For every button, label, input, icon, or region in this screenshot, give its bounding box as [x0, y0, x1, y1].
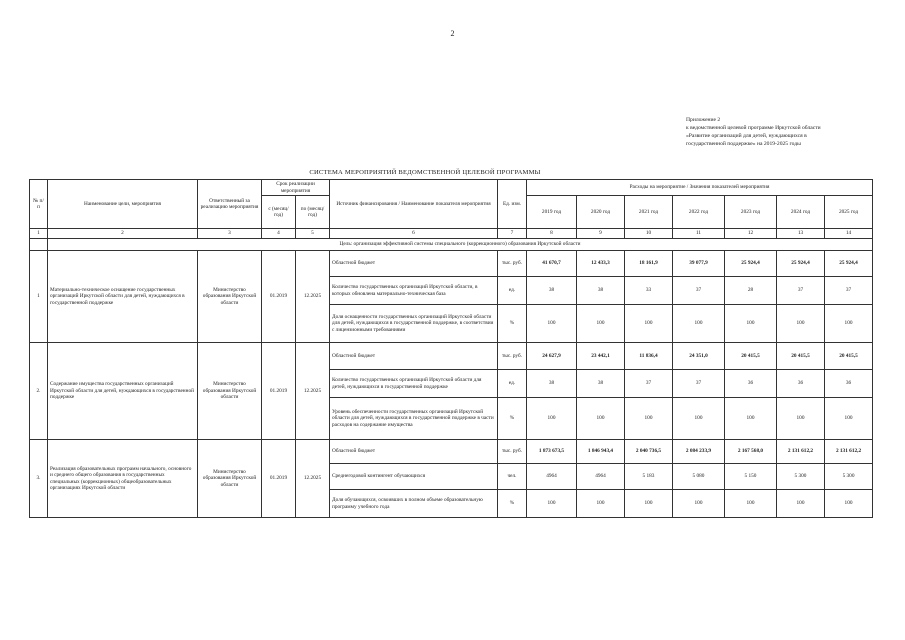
appendix-line: «Развитие организаций для детей, нуждающихся в — [686, 133, 807, 139]
value-cell: 25 924,4 — [725, 251, 777, 277]
indicator-source: Областной бюджет — [330, 251, 498, 277]
header-year: 2022 год — [673, 196, 725, 229]
value-cell: 100 — [577, 398, 625, 440]
value-cell: 25 924,4 — [825, 251, 873, 277]
header-source: Источник финансирования / Наименование показателя мероприятия — [330, 180, 498, 229]
table-row — [30, 251, 873, 277]
value-cell: 24 627,9 — [527, 343, 577, 370]
header-year: 2024 год — [777, 196, 825, 229]
value-cell: 36 — [825, 370, 873, 398]
header-year: 2020 год — [577, 196, 625, 229]
value-cell: 100 — [527, 305, 577, 343]
value-cell: 5 080 — [673, 464, 725, 490]
value-cell: 41 670,7 — [527, 251, 577, 277]
value-cell: 100 — [673, 305, 725, 343]
activity-from: 01.2019 — [262, 343, 296, 440]
value-cell: 5 183 — [625, 464, 673, 490]
value-cell: 25 924,4 — [777, 251, 825, 277]
column-number: 4 — [262, 229, 296, 239]
value-cell: 4964 — [527, 464, 577, 490]
indicator-unit: тыс. руб. — [498, 343, 527, 370]
header-period-from: с (месяц/год) — [262, 196, 296, 229]
indicator-source: Количество государственных организаций Иркутской области, в которых обновлена материально-техническая база — [330, 277, 498, 305]
value-cell: 100 — [725, 490, 777, 518]
indicator-unit: % — [498, 490, 527, 518]
indicator-unit: тыс. руб. — [498, 251, 527, 277]
column-number: 12 — [725, 229, 777, 239]
appendix-note — [686, 116, 898, 148]
appendix-line: государственной поддержке» на 2019-2025 годы — [686, 141, 801, 147]
value-cell: 33 — [625, 277, 673, 305]
value-cell: 100 — [725, 398, 777, 440]
indicator-unit: % — [498, 305, 527, 343]
value-cell: 2 167 568,0 — [725, 440, 777, 464]
activity-to: 12.2025 — [296, 343, 330, 440]
value-cell: 38 — [527, 370, 577, 398]
value-cell: 100 — [527, 490, 577, 518]
column-number: 13 — [777, 229, 825, 239]
value-cell: 37 — [673, 277, 725, 305]
activity-name: Материально-техническое оснащение государственных организаций Иркутской области для детей, нуждающихся в государственной поддержке — [48, 251, 198, 343]
column-number: 10 — [625, 229, 673, 239]
header-period-to: по (месяц/год) — [296, 196, 330, 229]
header-name: Наименование цели, мероприятия — [48, 180, 198, 229]
value-cell: 18 161,9 — [625, 251, 673, 277]
value-cell: 1 846 943,4 — [577, 440, 625, 464]
header-num: № п/п — [30, 180, 48, 229]
header-year: 2023 год — [725, 196, 777, 229]
value-cell: 100 — [777, 490, 825, 518]
table-row — [30, 440, 873, 464]
value-cell: 5 300 — [825, 464, 873, 490]
value-cell: 12 433,3 — [577, 251, 625, 277]
goal-spacer — [30, 239, 48, 251]
header-year: 2019 год — [527, 196, 577, 229]
value-cell: 11 836,4 — [625, 343, 673, 370]
activity-name: Реализация образовательных программ начального, основного и среднего общего образования в государственных специальных (коррекционных) общеобразовательных организациях Иркутской области — [48, 440, 198, 518]
value-cell: 100 — [625, 305, 673, 343]
indicator-source: Уровень обеспеченности государственных организаций Иркутской области для детей, нуждающихся в государственной поддержке в части расходов на содержание имущества — [330, 398, 498, 440]
value-cell: 36 — [725, 370, 777, 398]
indicator-unit: тыс. руб. — [498, 440, 527, 464]
goal-row: Цель: организация эффективной системы специального (коррекционного) образования Иркутской области — [48, 239, 873, 251]
value-cell: 24 351,0 — [673, 343, 725, 370]
activity-responsible: Министерство образования Иркутской области — [198, 440, 262, 518]
value-cell: 23 442,1 — [577, 343, 625, 370]
indicator-source: Доля обучающихся, освоивших в полном объеме образовательную программу учебного года — [330, 490, 498, 518]
value-cell: 100 — [625, 490, 673, 518]
activity-to: 12.2025 — [296, 251, 330, 343]
value-cell: 2 040 736,5 — [625, 440, 673, 464]
value-cell: 38 — [577, 370, 625, 398]
activity-to: 12.2025 — [296, 440, 330, 518]
activity-num: 3. — [30, 440, 48, 518]
value-cell: 2 084 233,9 — [673, 440, 725, 464]
value-cell: 100 — [825, 305, 873, 343]
value-cell: 28 — [725, 277, 777, 305]
appendix-line: Приложение 2 — [686, 117, 721, 123]
value-cell: 20 415,5 — [725, 343, 777, 370]
value-cell: 36 — [777, 370, 825, 398]
indicator-unit: ед. — [498, 277, 527, 305]
indicator-unit: ед. — [498, 370, 527, 398]
document-title: СИСТЕМА МЕРОПРИЯТИЙ ВЕДОМСТВЕННОЙ ЦЕЛЕВОЙ ПРОГРАММЫ — [309, 169, 541, 176]
indicator-unit: чел. — [498, 464, 527, 490]
indicator-source: Среднегодовой контингент обучающихся — [330, 464, 498, 490]
activity-responsible: Министерство образования Иркутской области — [198, 343, 262, 440]
value-cell: 100 — [625, 398, 673, 440]
column-number: 6 — [330, 229, 498, 239]
activity-from: 01.2019 — [262, 251, 296, 343]
indicator-unit: % — [498, 398, 527, 440]
column-number: 7 — [498, 229, 527, 239]
value-cell: 39 077,9 — [673, 251, 725, 277]
value-cell: 37 — [625, 370, 673, 398]
value-cell: 100 — [577, 490, 625, 518]
activity-responsible: Министерство образования Иркутской области — [198, 251, 262, 343]
value-cell: 38 — [577, 277, 625, 305]
indicator-source: Доля оснащенности государственных организаций Иркутской области для детей, нуждающихся в государственной поддержке, в соответствии с лицензионными требованиями — [330, 305, 498, 343]
appendix-line: к ведомственной целевой программе Иркутской области — [686, 125, 821, 131]
column-number: 14 — [825, 229, 873, 239]
header-year: 2021 год — [625, 196, 673, 229]
value-cell: 100 — [825, 398, 873, 440]
activity-from: 01.2019 — [262, 440, 296, 518]
value-cell: 2 131 612,2 — [777, 440, 825, 464]
activity-name: Содержание имущества государственных организаций Иркутской области для детей, нуждающихся в государственной поддержке — [48, 343, 198, 440]
activity-num: 2. — [30, 343, 48, 440]
value-cell: 5 150 — [725, 464, 777, 490]
header-period: Срок реализации мероприятия — [262, 180, 330, 196]
value-cell: 5 300 — [777, 464, 825, 490]
value-cell: 100 — [777, 305, 825, 343]
column-number: 5 — [296, 229, 330, 239]
table-row — [30, 343, 873, 370]
header-expenses: Расходы на мероприятие / Значения показателей мероприятия — [527, 180, 873, 196]
activities-table — [29, 179, 873, 518]
value-cell: 100 — [777, 398, 825, 440]
value-cell: 2 131 612,2 — [825, 440, 873, 464]
indicator-source: Количество государственных организаций Иркутской области для детей, нуждающихся в государственной поддержке — [330, 370, 498, 398]
column-number: 8 — [527, 229, 577, 239]
value-cell: 100 — [673, 398, 725, 440]
header-year: 2025 год — [825, 196, 873, 229]
column-number: 3 — [198, 229, 262, 239]
value-cell: 37 — [825, 277, 873, 305]
indicator-source: Областной бюджет — [330, 343, 498, 370]
value-cell: 38 — [527, 277, 577, 305]
header-responsible: Ответственный за реализацию мероприятия — [198, 180, 262, 229]
value-cell: 20 415,5 — [777, 343, 825, 370]
value-cell: 20 415,5 — [825, 343, 873, 370]
value-cell: 37 — [673, 370, 725, 398]
page-number: 2 — [450, 29, 455, 38]
column-number: 9 — [577, 229, 625, 239]
activity-num: 1 — [30, 251, 48, 343]
value-cell: 100 — [673, 490, 725, 518]
value-cell: 4964 — [577, 464, 625, 490]
value-cell: 100 — [527, 398, 577, 440]
value-cell: 100 — [825, 490, 873, 518]
value-cell: 100 — [577, 305, 625, 343]
value-cell: 37 — [777, 277, 825, 305]
value-cell: 100 — [725, 305, 777, 343]
column-number: 1 — [30, 229, 48, 239]
indicator-source: Областной бюджет — [330, 440, 498, 464]
header-unit: Ед. изм. — [498, 180, 527, 229]
column-number: 11 — [673, 229, 725, 239]
column-number: 2 — [48, 229, 198, 239]
value-cell: 1 873 673,5 — [527, 440, 577, 464]
